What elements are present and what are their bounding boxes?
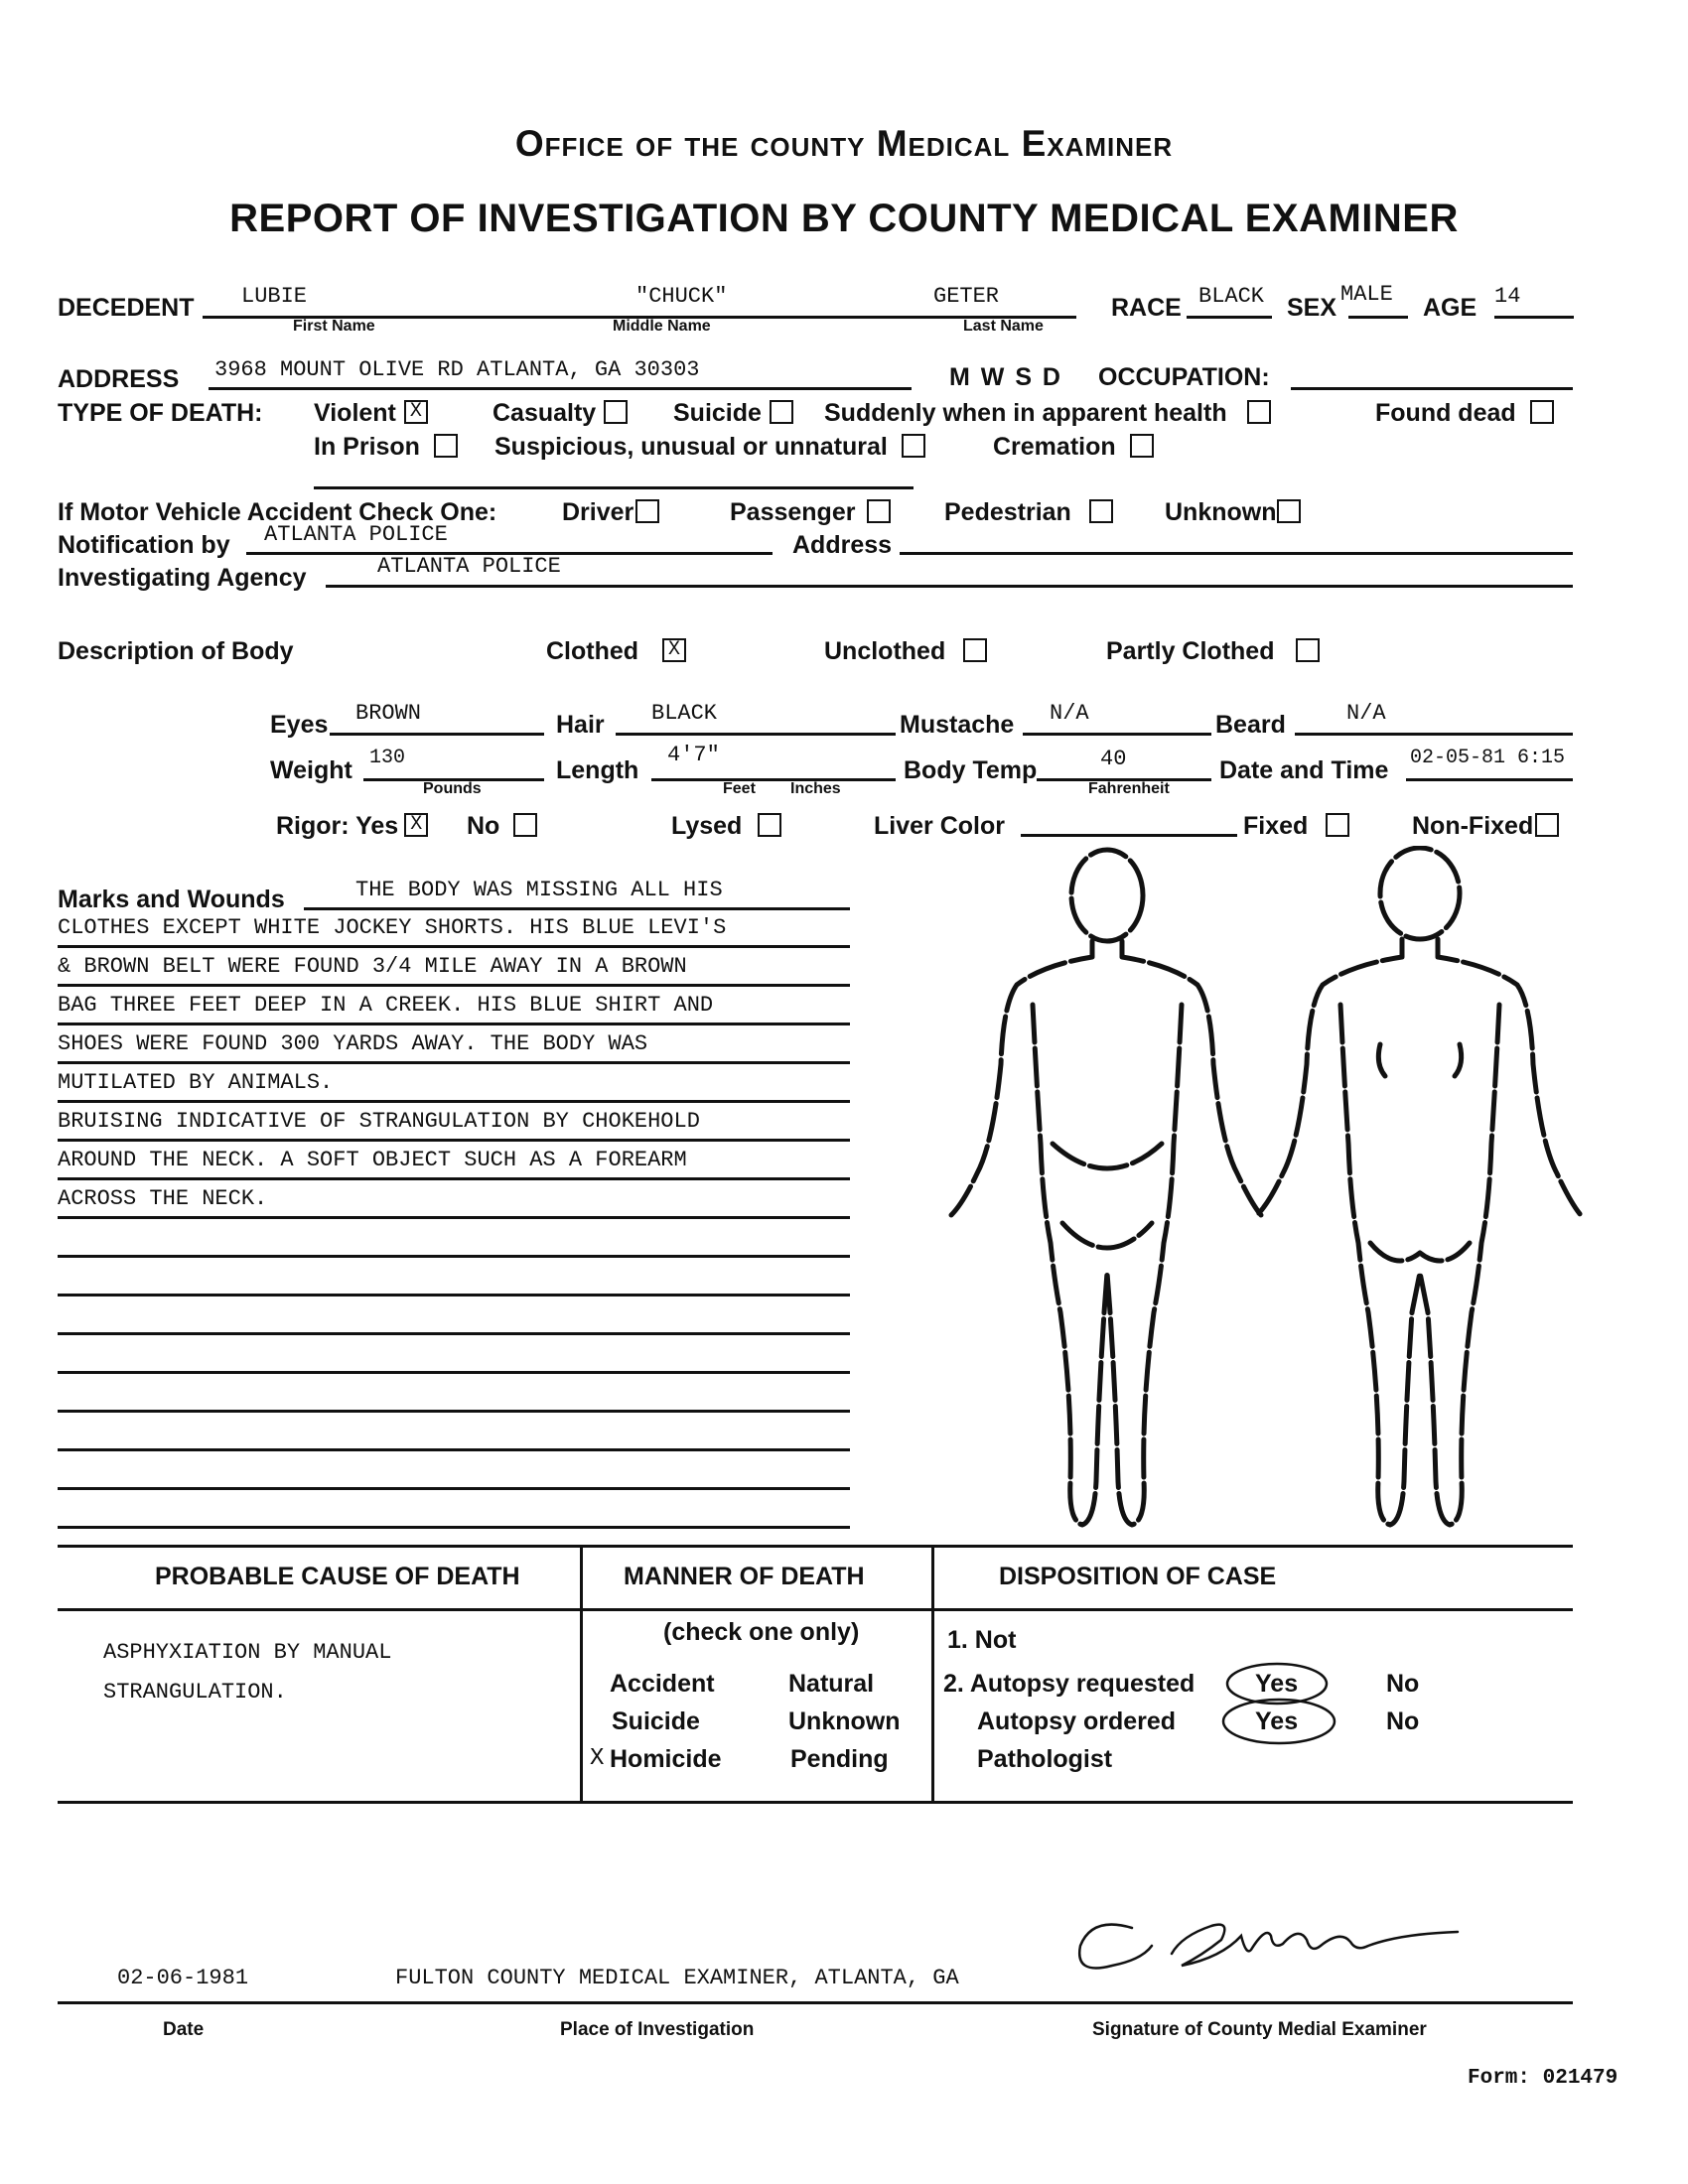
unclothed-label: Unclothed [824,637,946,665]
marks-rule [58,1487,850,1490]
lysed-option [671,812,781,841]
casualty-option [492,399,628,428]
marks-text-line: BAG THREE FEET DEEP IN A CREEK. HIS BLUE SHIRT AND [58,993,714,1018]
liver-color-label: Liver Color [874,812,1005,840]
footer-place-value: FULTON COUNTY MEDICAL EXAMINER, ATLANTA, GA [395,1966,959,1990]
lysed-label: Lysed [671,812,743,840]
yes-ordered-circle [1223,1700,1335,1743]
autopsy-requested-label: 2. Autopsy requested [943,1670,1196,1698]
found-dead-label: Found dead [1375,399,1516,427]
age-underline [1494,316,1574,319]
cremation-label: Cremation [993,433,1116,461]
manner-unknown[interactable]: Unknown [788,1707,901,1735]
marks-rule [58,1100,850,1103]
pathologist-label: Pathologist [977,1745,1113,1773]
marks-rule [58,1332,850,1335]
fixed-checkbox[interactable] [1326,813,1349,837]
decedent-last-name: GETER [933,284,1000,309]
notification-address-underline [900,552,1573,555]
report-title: REPORT OF INVESTIGATION BY COUNTY MEDICAL EXAMINER [229,197,1459,240]
in-prison-option [314,433,458,462]
passenger-checkbox[interactable] [867,499,891,523]
yes-circles [1221,1660,1340,1745]
suicide-label: Suicide [673,399,762,427]
footer-signature-caption: Signature of County Medial Examiner [1092,2019,1427,2040]
type-divider [314,486,914,489]
race-value: BLACK [1198,284,1265,309]
date-time-value: 02-05-81 6:15 [1410,747,1566,769]
race-underline [1187,316,1272,319]
mva-label: If Motor Vehicle Accident Check One: [58,498,497,526]
hair-underline [616,733,896,736]
non-fixed-checkbox[interactable] [1535,813,1559,837]
sex-label: SEX [1287,294,1337,322]
agency-label: Investigating Agency [58,564,307,592]
casualty-checkbox[interactable] [604,400,628,424]
manner-accident[interactable]: Accident [610,1670,715,1698]
table-top-rule [58,1545,1573,1548]
marks-rule [58,1023,850,1025]
non-fixed-label: Non-Fixed [1412,812,1534,840]
marks-rule [58,1371,850,1374]
found-dead-option [1375,399,1554,428]
sex-underline [1348,316,1408,319]
middle-name-caption: Middle Name [613,318,711,335]
suspicious-label: Suspicious, unusual or unnatural [494,433,888,461]
cause-header: PROBABLE CAUSE OF DEATH [155,1563,520,1590]
table-header-rule [58,1608,1573,1611]
fahrenheit-caption: Fahrenheit [1088,780,1170,797]
marks-rule [58,1177,850,1180]
unknown-label: Unknown [1165,498,1277,526]
passenger-label: Passenger [730,498,856,526]
marks-rule [58,1139,850,1142]
body-diagram [933,846,1589,1531]
date-time-label: Date and Time [1219,756,1389,784]
date-time-underline [1406,778,1573,781]
manner-homicide[interactable]: Homicide [610,1745,722,1773]
weight-label: Weight [270,756,352,784]
cause-line-2: STRANGULATION. [103,1680,287,1705]
rigor-no-option [467,812,537,841]
mustache-value: N/A [1050,701,1089,726]
violent-checkbox[interactable]: X [404,400,428,424]
unclothed-option [824,637,987,666]
table-divider-2 [931,1545,934,1801]
suicide-option [673,399,793,428]
casualty-label: Casualty [492,399,597,427]
notification-value: ATLANTA POLICE [264,522,448,547]
rigor-yes-checkbox[interactable]: X [404,813,428,837]
occupation-underline [1291,387,1573,390]
partly-clothed-label: Partly Clothed [1106,637,1275,665]
decedent-label: DECEDENT [58,294,195,322]
cremation-checkbox[interactable] [1130,434,1154,458]
cremation-option [993,433,1154,462]
suddenly-option [824,399,1271,428]
body-temp-label: Body Temp [904,756,1038,784]
pounds-caption: Pounds [423,780,482,797]
liver-color-underline [1021,834,1237,837]
rigor-option [276,812,428,841]
age-label: AGE [1423,294,1477,322]
marks-text-line: MUTILATED BY ANIMALS. [58,1070,334,1095]
address-underline [209,387,912,390]
disposition-not: 1. Not [947,1626,1017,1654]
description-label: Description of Body [58,637,294,665]
marks-text-line: CLOTHES EXCEPT WHITE JOCKEY SHORTS. HIS BLUE LEVI'S [58,915,727,940]
suspicious-checkbox[interactable] [902,434,925,458]
driver-checkbox[interactable] [635,499,659,523]
table-divider-1 [580,1545,583,1801]
beard-label: Beard [1215,711,1286,739]
front-body-figure [951,850,1261,1525]
marks-rule [58,945,850,948]
clothed-label: Clothed [546,637,639,665]
notification-label: Notification by [58,531,230,559]
autopsy-ordered-label: Autopsy ordered [977,1707,1177,1735]
marks-rule [58,1255,850,1258]
examiner-signature [1072,1906,1470,1995]
sex-value: MALE [1340,282,1393,307]
marks-text-line: BRUISING INDICATIVE OF STRANGULATION BY CHOKEHOLD [58,1109,700,1134]
marks-first-underline [304,907,850,910]
marks-text-line: & BROWN BELT WERE FOUND 3/4 MILE AWAY IN A BROWN [58,954,687,979]
manner-pending[interactable]: Pending [790,1745,889,1773]
marks-rule [58,1448,850,1451]
race-label: RACE [1111,294,1182,322]
agency-value: ATLANTA POLICE [377,554,561,579]
marks-rule [58,1061,850,1064]
occupation-label: OCCUPATION: [1098,363,1270,391]
beard-value: N/A [1346,701,1386,726]
suicide-checkbox[interactable] [770,400,793,424]
marks-text-line: ACROSS THE NECK. [58,1186,268,1211]
footer-date-caption: Date [163,2019,205,2040]
decedent-middle-name: "CHUCK" [635,284,728,309]
marks-rule [58,1526,850,1529]
pedestrian-checkbox[interactable] [1089,499,1113,523]
pedestrian-label: Pedestrian [944,498,1071,526]
partly-clothed-option [1106,637,1320,666]
suddenly-checkbox[interactable] [1247,400,1271,424]
rigor-no-checkbox[interactable] [513,813,537,837]
manner-natural[interactable]: Natural [788,1670,875,1698]
first-name-caption: First Name [293,318,375,335]
marks-text-line: AROUND THE NECK. A SOFT OBJECT SUCH AS A FOREARM [58,1148,687,1172]
autopsy-requested-no[interactable]: No [1386,1670,1420,1698]
back-body-figure [1257,848,1581,1525]
unknown-checkbox[interactable] [1277,499,1301,523]
length-label: Length [556,756,639,784]
feet-caption: Feet [723,780,756,797]
marks-label: Marks and Wounds [58,886,285,913]
suddenly-label: Suddenly when in apparent health [824,399,1227,427]
decedent-first-name: LUBIE [241,284,308,309]
clothed-checkbox[interactable]: X [662,638,686,662]
rigor-label: Rigor: Yes [276,812,399,840]
length-underline [651,778,896,781]
eyes-underline [330,733,544,736]
suspicious-option [494,433,925,462]
footer-rule [58,2001,1573,2004]
check-one-label: (check one only) [663,1618,860,1646]
homicide-mark: X [590,1745,605,1772]
unknown-option [1165,498,1301,527]
fixed-option [1243,812,1349,841]
clothed-option [546,637,686,666]
marks-rule [58,984,850,987]
rigor-no-label: No [467,812,500,840]
footer-place-caption: Place of Investigation [560,2019,755,2040]
marks-rule [58,1216,850,1219]
fixed-label: Fixed [1243,812,1309,840]
hair-value: BLACK [651,701,718,726]
beard-underline [1295,733,1573,736]
pedestrian-option [944,498,1113,527]
autopsy-ordered-no[interactable]: No [1386,1707,1420,1735]
cause-line-1: ASPHYXIATION BY MANUAL [103,1640,392,1665]
violent-label: Violent [314,399,396,427]
body-temp-value: 40 [1100,747,1127,771]
eyes-value: BROWN [355,701,422,726]
office-title: Office of the county Medical Examiner [514,123,1174,164]
disposition-header: DISPOSITION OF CASE [999,1563,1277,1590]
mwsd-label: M W S D [949,363,1062,391]
autopsy-requested-yes[interactable]: Yes [1255,1670,1299,1698]
driver-option [562,498,659,527]
age-value: 14 [1494,284,1521,309]
driver-label: Driver [562,498,634,526]
non-fixed-option [1412,812,1559,841]
autopsy-ordered-yes[interactable]: Yes [1255,1707,1299,1735]
form-number: Form: 021479 [1468,2067,1618,2090]
in-prison-checkbox[interactable] [434,434,458,458]
found-dead-checkbox[interactable] [1530,400,1554,424]
notification-address-label: Address [792,531,893,559]
marks-rule [58,1410,850,1413]
manner-header: MANNER OF DEATH [624,1563,865,1590]
weight-value: 130 [369,747,406,769]
inches-caption: Inches [790,780,841,797]
hair-label: Hair [556,711,605,739]
unclothed-checkbox[interactable] [963,638,987,662]
eyes-label: Eyes [270,711,329,739]
partly-clothed-checkbox[interactable] [1296,638,1320,662]
marks-text-line: SHOES WERE FOUND 300 YARDS AWAY. THE BODY WAS [58,1031,648,1056]
footer-date-value: 02-06-1981 [117,1966,249,1990]
in-prison-label: In Prison [314,433,420,461]
lysed-checkbox[interactable] [758,813,781,837]
address-label: ADDRESS [58,365,180,393]
address-value: 3968 MOUNT OLIVE RD ATLANTA, GA 30303 [214,357,700,382]
yes-requested-circle [1227,1664,1327,1704]
table-bottom-rule [58,1801,1573,1804]
agency-underline [326,585,1573,588]
last-name-caption: Last Name [963,318,1044,335]
violent-option [314,399,428,428]
manner-suicide[interactable]: Suicide [612,1707,700,1735]
marks-first-line: THE BODY WAS MISSING ALL HIS [355,878,723,902]
marks-rule [58,1294,850,1297]
mustache-underline [1023,733,1211,736]
length-value: 4'7" [667,743,720,767]
type-of-death-label: TYPE OF DEATH: [58,399,263,427]
passenger-option [730,498,891,527]
mustache-label: Mustache [900,711,1015,739]
